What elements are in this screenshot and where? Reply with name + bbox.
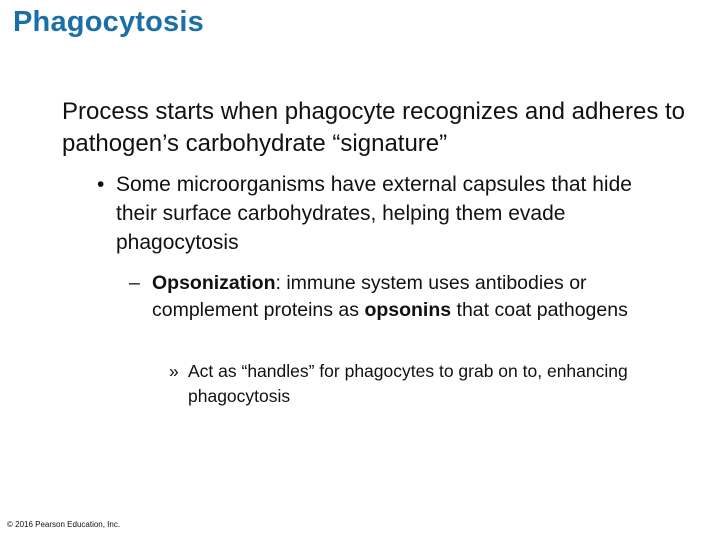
slide-title: Phagocytosis: [13, 6, 204, 38]
bullet-dot-marker: •: [97, 173, 105, 196]
bullet-opsonization: [129, 270, 697, 324]
bullet-capsules: [97, 170, 676, 257]
term-opsonins: opsonins: [364, 299, 452, 321]
main-paragraph: Process starts when phagocyte recognizes and adheres to pathogen’s carbohydrate “signature”: [62, 98, 686, 157]
term-opsonization: Opsonization: [152, 272, 276, 294]
copyright-footer: © 2016 Pearson Education, Inc.: [7, 520, 121, 529]
bullet-handles: [169, 359, 688, 409]
bullet-capsules-text: Some microorganisms have external capsules that hide their surface carbohydrates, helping them evade phagocytosis: [116, 173, 632, 254]
bullet-handles-text: Act as “handles” for phagocytes to grab on to, enhancing phagocytosis: [188, 361, 628, 406]
bullet-dash-marker: –: [129, 272, 140, 294]
bullet-chevron-marker: »: [169, 361, 179, 381]
opsonization-text-b: that coat pathogens: [451, 299, 628, 321]
opsonization-text-a: : immune system uses antibodies or complement proteins as: [152, 272, 587, 321]
